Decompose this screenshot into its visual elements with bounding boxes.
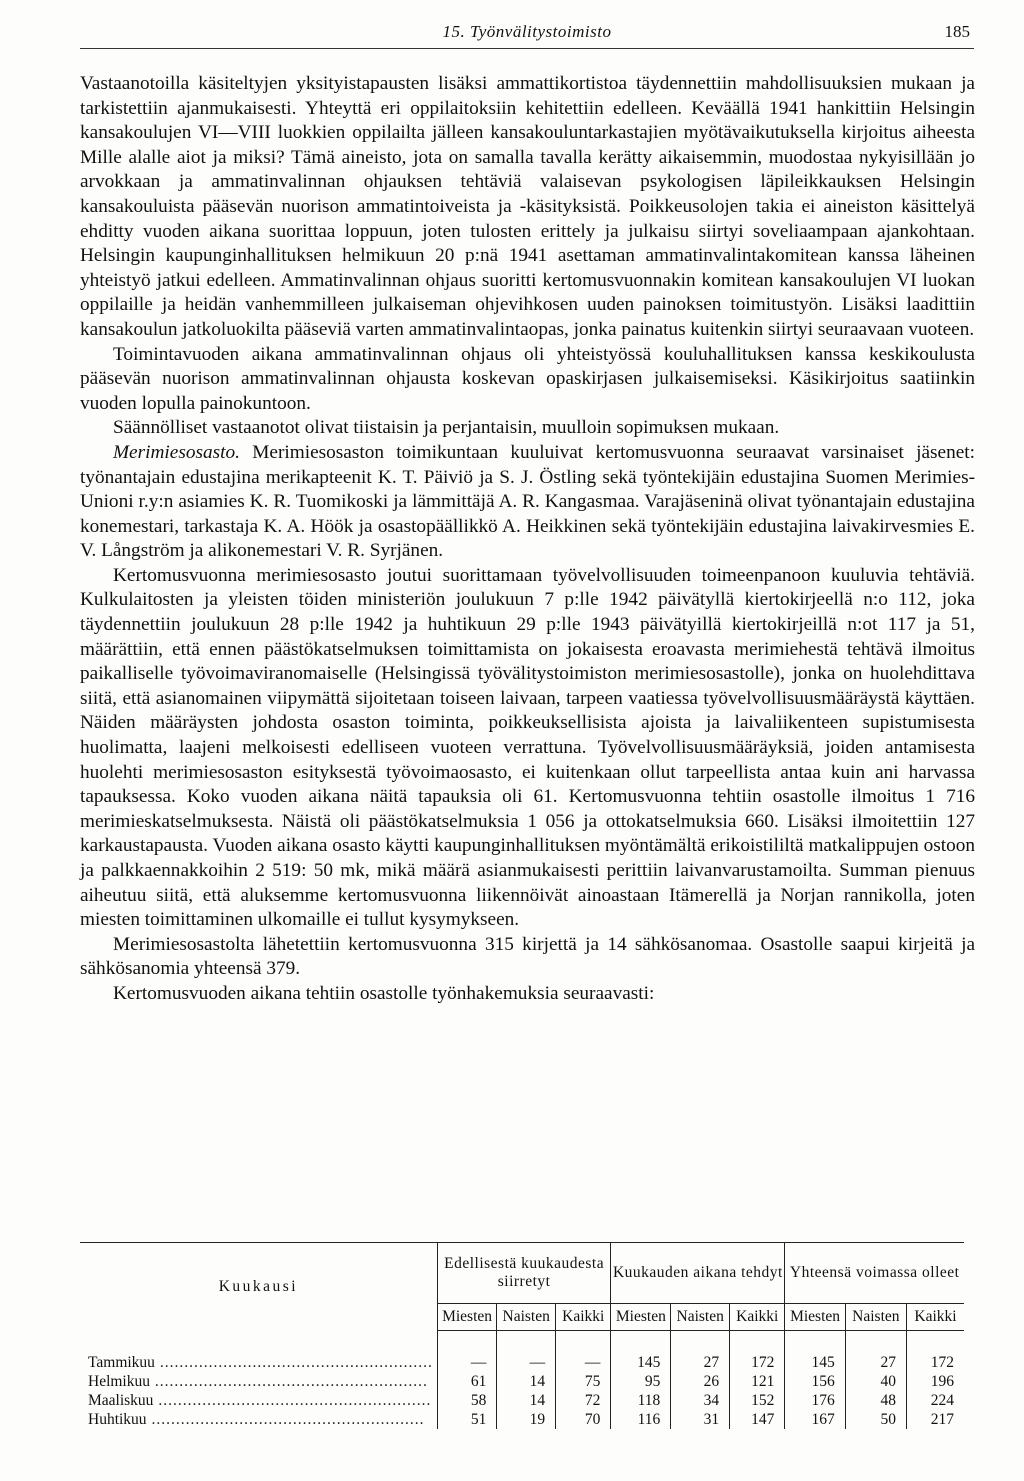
value-cell: 224 — [906, 1391, 964, 1410]
subheader-women: Naisten — [497, 1304, 556, 1331]
paragraph-text: Vastaanotoilla käsiteltyjen yksityistapausten lisäksi ammattikortistoa täydennettiin mahdollisuuksien mukaan ja tarkistettiin ajanmukaisesti. Yhteyttä eri oppilaitoksiin kehitettiin edelleen. Keväällä 1941 hankittiin Helsingin kansakoulujen VI—VIII luokkien oppilailta jälleen kansakouluntarkastajien myötävaikutuksella kirjoitus aiheesta Mille alalle aiot ja miksi? Tämä aineisto, jota on samalla tavalla kerätty aikaisemmin, muodostaa nykyisillään jo arvokkaan ja ammatinvalinnan ohjauksen tehtäviä valaisevan psykologisen läpileikkauksen Helsingin kansakouluista pääsevän nuorison ammatintoiveista ja -käsityksistä. Poikkeusolojen takia ei aineiston käsittelyä ehditty vuoden aikana suorittaa loppuun, joten tulosten erittely ja julkaisu siirtyi soveliaampaan ajankohtaan. Helsingin kaupunginhallituksen helmikuun 20 p:nä 1941 asettaman ammatinvalintakomitean kanssa läheinen yhteistyö jatkui edelleen. Ammatinvalinnan ohjaus suoritti kertomusvuonnakin komitean kansakoulujen VI luokan oppilaille ja heidän vanhemmilleen julkaiseman ohjevihkosen uuden painoksen toimitustyön. Lisäksi laadittiin kansakoulun jatkoluokilta pääseviä varten ammatinvalintaopas, jonka painatus kuitenkin siirtyi seuraavaan vuoteen. — [80, 73, 975, 340]
paragraph — [80, 72, 975, 343]
value-cell: 172 — [730, 1353, 785, 1372]
value-cell: 145 — [611, 1353, 671, 1372]
paragraph — [80, 416, 975, 441]
table-row — [80, 1372, 964, 1391]
month-column-header: Kuukausi — [80, 1243, 437, 1331]
group-header: Yhteensä voimassa olleet — [785, 1243, 964, 1304]
subheader-men: Miesten — [437, 1304, 497, 1331]
value-cell: 147 — [730, 1410, 785, 1429]
value-cell: 31 — [671, 1410, 730, 1429]
paragraph-text: Säännölliset vastaanotot olivat tiistaisin ja perjantaisin, muulloin sopimuksen mukaan. — [113, 417, 780, 439]
value-cell: 196 — [906, 1372, 964, 1391]
paragraph — [80, 982, 975, 1007]
paragraph-text: Kertomusvuonna merimiesosasto joutui suorittamaan työvelvollisuuden toimeenpanoon kuuluvia tehtäviä. Kulkulaitosten ja yleisten töiden ministeriön joulukuun 7 p:lle 1942 päivätyllä kiertokirjeellä n:o 112, joka täydennettiin joulukuun 28 p:lle 1942 ja huhtikuun 29 p:lle 1943 päivätyillä kiertokirjeillä n:ot 117 ja 51, määrättiin, että ennen päästökatselmuksen toimittamista on jokaisesta eroavasta merimiehestä tehtävä ilmoitus paikalliselle työvoimaviranomaiselle (Helsingissä työvälitystoimiston merimiesosastolle), jonka on huolehdittava siitä, että asianomainen viipymättä sijoitetaan toiseen laivaan, tarpeen vaatiessa työvelvollisuusmääräystä käyttäen. Näiden määräysten johdosta osaston toiminta, poikkeuksellisista ajoista ja laivaliikenteen supistumisesta huolimatta, laajeni melkoisesti edelliseen vuoteen verrattuna. Työvelvollisuusmääräyksiä, joiden antamisesta huolehti merimiesosaston esityksestä työvoimaosasto, ei kuitenkaan ollut tarpeellista antaa kuin ani harvassa tapauksessa. Koko vuoden aikana näitä tapauksia oli 61. Kertomusvuonna tehtiin osastolle ilmoitus 1 716 merimieskatselmuksesta. Näistä oli päästökatselmuksia 1 056 ja ottokatselmuksia 660. Lisäksi ilmoitettiin 127 karkaustapausta. Vuoden aikana osasto käytti kaupunginhallituksen myöntämältä erikoistililtä matkalippujen ostoon ja palkkaennakkoihin 2 519: 50 mk, mikä määrä asianmukaisesti perittiin laivanvarustamoilta. Summan pienuus aiheutuu siitä, että aluksemme kertomusvuonna liikennöivät ainoastaan Itämerellä ja Norjan rannikolla, joten miesten toimittaminen ulkomaille ei tullut kysymykseen. — [80, 564, 975, 931]
value-cell: 75 — [556, 1372, 611, 1391]
paragraph — [80, 441, 975, 564]
value-cell: 58 — [437, 1391, 497, 1410]
value-cell: 167 — [785, 1410, 845, 1429]
value-cell: 34 — [671, 1391, 730, 1410]
value-cell: 156 — [785, 1372, 845, 1391]
month-cell: Helmikuu ..... — [80, 1372, 437, 1391]
group-header: Kuukauden aikana tehdyt — [611, 1243, 785, 1304]
value-cell: 116 — [611, 1410, 671, 1429]
value-cell: 48 — [845, 1391, 906, 1410]
subheader-women: Naisten — [671, 1304, 730, 1331]
subheader-total: Kaikki — [906, 1304, 964, 1331]
subheader-men: Miesten — [785, 1304, 845, 1331]
value-cell: 51 — [437, 1410, 497, 1429]
table-row — [80, 1353, 964, 1372]
value-cell: 40 — [845, 1372, 906, 1391]
month-cell: Tammikuu ..... — [80, 1353, 437, 1372]
paragraph-text: Merimiesosaston toimikuntaan kuuluivat kertomusvuonna seuraavat varsinaiset jäsenet: työnantajain edustajina merikapteenit K. T. Päiviö ja S. J. Östling sekä työntekijäin edustajina Suomen Merimies-Unioni r.y:n asiamies K. R. Tuomikoski ja lämmittäjä A. R. Kangasmaa. Varajäseninä olivat työnantajain edustajina konemestari, tarkastaja K. A. Höök ja osastopäällikkö A. Heikkinen sekä työntekijäin edustajina laivakirvesmies E. V. Långström ja alikonemestari V. R. Syrjänen. — [80, 441, 975, 562]
value-cell: — — [437, 1353, 497, 1372]
body-text — [80, 72, 975, 1007]
value-cell: 145 — [785, 1353, 845, 1372]
group-header: Edellisestä kuukaudesta siirretyt — [437, 1243, 611, 1304]
table-spacer — [80, 1331, 964, 1354]
value-cell: 217 — [906, 1410, 964, 1429]
paragraph — [80, 564, 975, 933]
value-cell: 121 — [730, 1372, 785, 1391]
subheader-total: Kaikki — [730, 1304, 785, 1331]
value-cell: 72 — [556, 1391, 611, 1410]
value-cell: 14 — [497, 1391, 556, 1410]
value-cell: 50 — [845, 1410, 906, 1429]
subheader-men: Miesten — [611, 1304, 671, 1331]
running-head — [80, 20, 974, 49]
value-cell: 61 — [437, 1372, 497, 1391]
subheader-total: Kaikki — [556, 1304, 611, 1331]
value-cell: 26 — [671, 1372, 730, 1391]
paragraph — [80, 343, 975, 417]
value-cell: 95 — [611, 1372, 671, 1391]
value-cell: 118 — [611, 1391, 671, 1410]
value-cell: 14 — [497, 1372, 556, 1391]
subheader-women: Naisten — [845, 1304, 906, 1331]
page-number: 185 — [944, 22, 970, 41]
paragraph-text: Toimintavuoden aikana ammatinvalinnan ohjaus oli yhteistyössä kouluhallituksen kanssa keskikoulusta pääsevän nuorison ammatinvalinnan ohjausta koskevan opaskirjasen julkaisemiseksi. Käsikirjoitus saatiinkin vuoden lopulla painokuntoon. — [80, 343, 975, 414]
paragraph-text: Kertomusvuoden aikana tehtiin osastolle työnhakemuksia seuraavasti: — [113, 982, 655, 1004]
value-cell: 172 — [906, 1353, 964, 1372]
table-row — [80, 1391, 964, 1410]
chapter-title: 15. Työnvälitystoimisto — [442, 22, 612, 41]
value-cell: 19 — [497, 1410, 556, 1429]
value-cell: 152 — [730, 1391, 785, 1410]
value-cell: — — [556, 1353, 611, 1372]
value-cell: 27 — [845, 1353, 906, 1372]
paragraph-text: Merimiesosastolta lähetettiin kertomusvuonna 315 kirjettä ja 14 sähkösanomaa. Osastolle saapui kirjeitä ja sähkösanomia yhteensä 379. — [80, 933, 975, 980]
section-heading: Merimiesosasto. — [113, 441, 240, 463]
month-cell: Huhtikuu ..... — [80, 1410, 437, 1429]
value-cell: — — [497, 1353, 556, 1372]
value-cell: 176 — [785, 1391, 845, 1410]
month-cell: Maaliskuu ..... — [80, 1391, 437, 1410]
paragraph — [80, 933, 975, 982]
value-cell: 70 — [556, 1410, 611, 1429]
table-row — [80, 1410, 964, 1429]
value-cell: 27 — [671, 1353, 730, 1372]
job-applications-table — [80, 1242, 964, 1429]
